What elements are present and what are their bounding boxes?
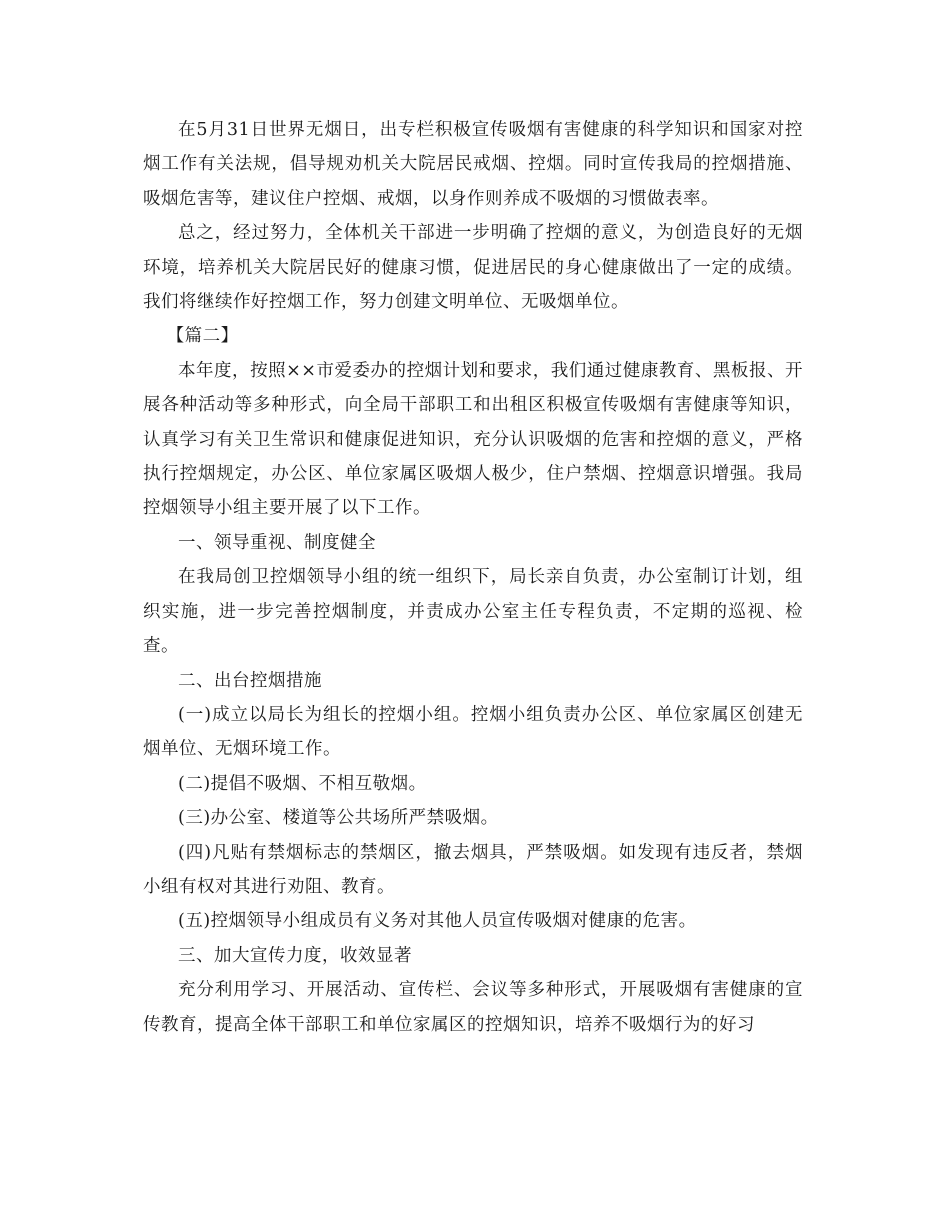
measure-item-2: (二)提倡不吸烟、不相互敬烟。 — [178, 773, 427, 794]
paragraph-publicity: 充分利用学习、开展活动、宣传栏、会议等多种形式，开展吸烟有害健康的宣传教育，提高全体干部职工和单位家属区的控烟知识，培养不吸烟行为的好习 — [143, 980, 803, 1035]
paragraph-world-no-tobacco-day: 在5月31日世界无烟日，出专栏积极宣传吸烟有害健康的科学知识和国家对控烟工作有关法规，倡导规劝机关大院居民戒烟、控烟。同时宣传我局的控烟措施、吸烟危害等，建议住户控烟、戒烟，以身作则养成不吸烟的习惯做表率。 — [143, 120, 803, 209]
measure-item-5: (五)控烟领导小组成员有义务对其他人员宣传吸烟对健康的危害。 — [178, 911, 697, 932]
section-heading-part-two: 【篇二】 — [166, 326, 239, 347]
paragraph-summary: 总之，经过努力，全体机关干部进一步明确了控烟的意义，为创造良好的无烟环境，培养机关大院居民好的健康习惯，促进居民的身心健康做出了一定的成绩。我们将继续作好控烟工作，努力创建文明单位、无吸烟单位。 — [143, 223, 803, 313]
measure-item-1: (一)成立以局长为组长的控烟小组。控烟小组负责办公区、单位家属区创建无烟单位、无烟环境工作。 — [143, 704, 803, 760]
heading-leadership: 一、领导重视、制度健全 — [178, 532, 376, 553]
measure-item-4: (四)凡贴有禁烟标志的禁烟区，撤去烟具，严禁吸烟。如发现有违反者，禁烟小组有权对其进行劝阻、教育。 — [143, 842, 803, 897]
document-body — [143, 113, 803, 1042]
paragraph-leadership: 在我局创卫控烟领导小组的统一组织下，局长亲自负责，办公室制订计划，组织实施，进一步完善控烟制度，并责成办公室主任专程负责，不定期的巡视、检查。 — [143, 567, 803, 657]
heading-measures: 二、出台控烟措施 — [178, 670, 322, 691]
measure-item-3: (三)办公室、楼道等公共场所严禁吸烟。 — [178, 808, 499, 829]
heading-publicity: 三、加大宣传力度，收效显著 — [178, 945, 412, 966]
paragraph-annual-overview: 本年度，按照××市爱委办的控烟计划和要求，我们通过健康教育、黑板报、开展各种活动等多种形式，向全局干部职工和出租区积极宣传吸烟有害健康等知识，认真学习有关卫生常识和健康促进知识，充分认识吸烟的危害和控烟的意义，严格执行控烟规定，办公区、单位家属区吸烟人极少，住户禁烟、控烟意识增强。我局控烟领导小组主要开展了以下工作。 — [143, 360, 803, 519]
